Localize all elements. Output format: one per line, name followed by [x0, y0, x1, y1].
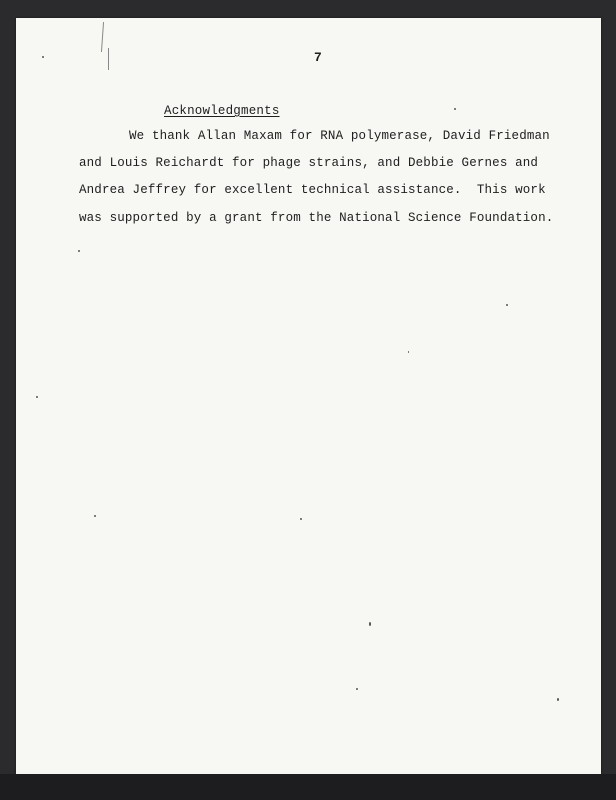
paper-speck [356, 688, 358, 690]
paragraph-line: and Louis Reichardt for phage strains, and Debbie Gernes and [79, 156, 539, 170]
paper-speck [42, 56, 44, 58]
section-heading: Acknowledgments [164, 104, 280, 118]
paper-speck [36, 396, 38, 398]
document-page [16, 18, 601, 774]
paper-speck [454, 108, 456, 110]
paragraph-line: Andrea Jeffrey for excellent technical assistance. This work [79, 183, 546, 197]
page-number: 7 [314, 50, 322, 65]
paragraph-line: We thank Allan Maxam for RNA polymerase, David Friedman [129, 129, 550, 143]
paper-speck [557, 698, 559, 701]
paper-speck [94, 515, 96, 517]
paper-scratch [101, 22, 104, 52]
paper-speck [408, 351, 409, 353]
paper-speck [369, 622, 371, 626]
paragraph-line: was supported by a grant from the National Science Foundation. [79, 211, 554, 225]
paper-speck [506, 304, 508, 306]
scan-border [0, 774, 616, 800]
paper-scratch [108, 48, 109, 70]
paper-speck [300, 518, 302, 520]
paper-speck [78, 250, 80, 252]
